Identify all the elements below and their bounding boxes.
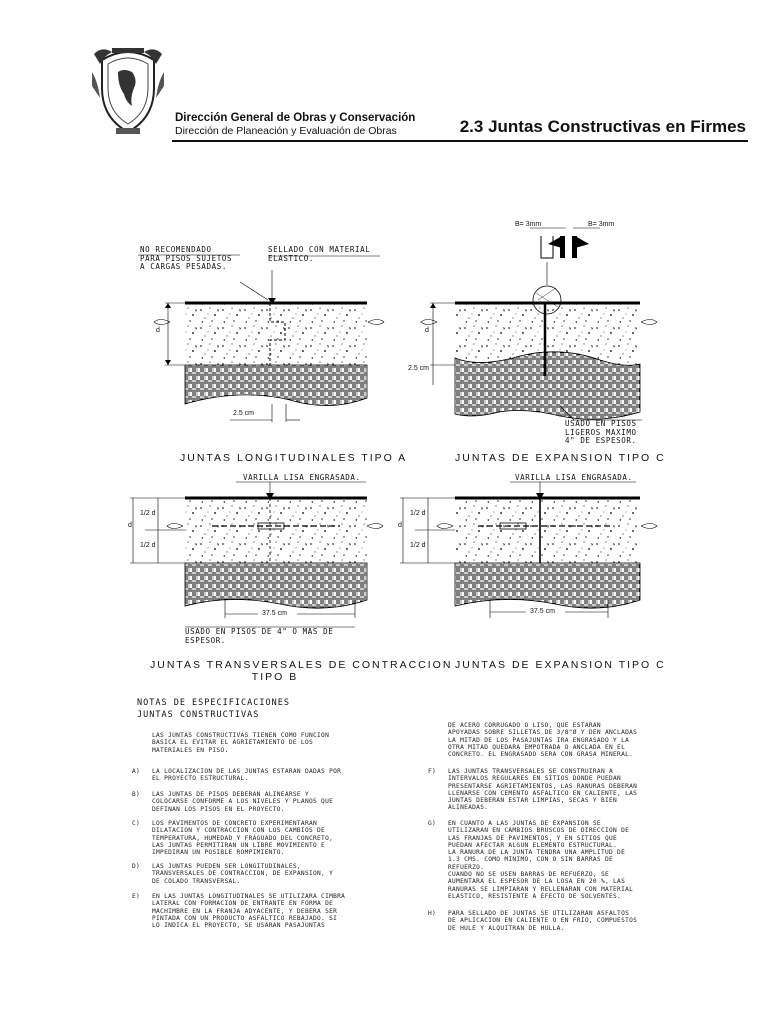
diagram-c-top-offset-dim: 2.5 cm: [408, 365, 430, 372]
diagram-a-note-right: SELLADO CON MATERIAL ELASTICO.: [268, 245, 371, 263]
diagram-b-depth-dim: d: [128, 522, 132, 529]
diagram-c-top-depth-dim: d: [425, 327, 429, 334]
diagram-c-expansion-joint-bottom: [400, 482, 657, 618]
diagram-b-title: JUNTAS TRANSVERSALES DE CONTRACCION TIPO B: [150, 659, 453, 683]
diagram-a-gap-dim: 2.5 cm: [233, 410, 255, 417]
diagram-c-bottom-span-dim: 37.5 cm: [530, 608, 555, 615]
diagram-c-bottom-rod-label: VARILLA LISA ENGRASADA.: [515, 473, 633, 482]
diagram-b-span-dim: 37.5 cm: [262, 610, 287, 617]
diagram-c-top-title: JUNTAS DE EXPANSION TIPO C: [455, 452, 666, 464]
diagram-b-note: USADO EN PISOS DE 4" O MAS DE ESPESOR.: [185, 627, 334, 645]
diagram-b-half-bottom: 1/2 d: [140, 542, 156, 549]
notes-intro: LAS JUNTAS CONSTRUCTIVAS TIENEN COMO FUNCION BASICA EL EVITAR EL AGRIETAMIENTO DE LOS MATERIALES EN PISO.: [152, 732, 330, 754]
diagram-c-bottom-half-top: 1/2 d: [410, 510, 426, 517]
notes-heading: NOTAS DE ESPECIFICACIONES JUNTAS CONSTRUCTIVAS: [137, 698, 290, 720]
diagram-c-top-note: USADO EN PISOS LIGEROS MAXIMO 4" DE ESPESOR.: [565, 419, 637, 445]
diagram-b-transverse-contraction: [130, 482, 383, 627]
diagram-c-top-dim-left: B= 3mm: [515, 221, 542, 228]
notes-right-continuation: DE ACERO CORRUGADO O LISO, QUE ESTARAN APOYADAS SOBRE SILLETAS DE 3/8"Ø Y DEN ANCLADAS LA MITAD DE LOS PASAJUNTAS IRA ENGRASADO Y LA OTRA MITAD QUEDARA EMPOTRADA O ANCLADA EN EL CONCRETO. EL ENGRASADO SERA CON GRASA MINERAL.: [448, 722, 638, 759]
diagram-b-rod-label: VARILLA LISA ENGRASADA.: [243, 473, 361, 482]
diagram-a-title: JUNTAS LONGITUDINALES TIPO A: [180, 452, 408, 464]
diagram-c-bottom-title: JUNTAS DE EXPANSION TIPO C: [455, 659, 666, 671]
diagram-a-depth-dim: d: [156, 327, 160, 334]
diagram-a-note-left: NO RECOMENDADO PARA PISOS SUJETOS A CARGAS PESADAS.: [140, 245, 233, 271]
org-department: Dirección de Planeación y Evaluación de Obras: [175, 125, 397, 137]
diagram-c-expansion-joint-top: [421, 228, 657, 420]
diagram-c-bottom-depth-dim: d: [398, 522, 402, 529]
diagram-c-bottom-half-bottom: 1/2 d: [410, 542, 426, 549]
diagram-a-longitudinal-joint: [138, 255, 384, 422]
diagram-c-top-dim-right: B= 3mm: [588, 221, 615, 228]
section-title: 2.3 Juntas Constructivas en Firmes: [459, 117, 746, 136]
org-name: Dirección General de Obras y Conservación: [175, 112, 416, 124]
diagram-b-half-top: 1/2 d: [140, 510, 156, 517]
